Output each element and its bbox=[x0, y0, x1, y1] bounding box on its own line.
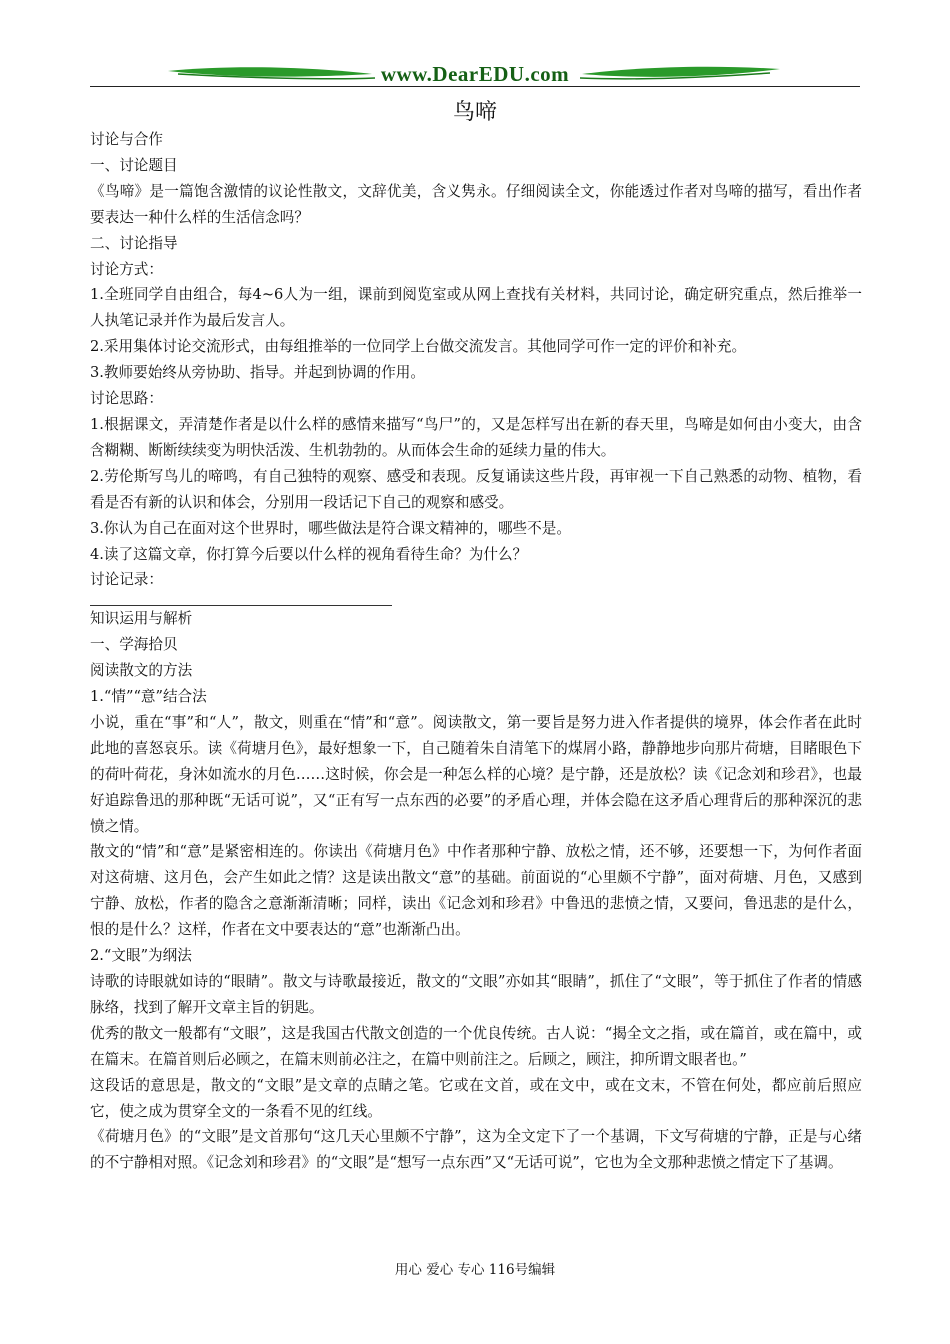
label-line: 阅读散文的方法 bbox=[90, 662, 193, 680]
document-body bbox=[90, 127, 862, 1176]
label-line: 讨论方式： bbox=[90, 260, 163, 278]
list-item: 2.采用集体讨论交流形式，由每组推举的一位同学上台做交流发言。其他同学可作一定的评价和补充。 bbox=[90, 338, 747, 356]
list-item: 1.全班同学自由组合，每4~6人为一组，课前到阅览室或从网上查找有关材料，共同讨论，确定研究重点，然后推举一人执笔记录并作为最后发言人。 bbox=[90, 286, 862, 330]
list-item: 4.读了这篇文章，你打算今后要以什么样的视角看待生命？为什么？ bbox=[90, 545, 528, 563]
paragraph: 优秀的散文一般都有“文眼”，这是我国古代散文创造的一个优良传统。古人说：“揭全文之指，或在篇首，或在篇中，或在篇末。在篇首则后必顾之，在篇末则前必注之，在篇中则前注之。后顾之，顾注，抑所谓文眼者也。” bbox=[90, 1024, 862, 1068]
list-item: 3.教师要始终从旁协助、指导。并起到协调的作用。 bbox=[90, 364, 425, 382]
paragraph: 这段话的意思是，散文的“文眼”是文章的点睛之笔。它或在文首，或在文中，或在文末，不管在何处，都应前后照应它，使之成为贯穿全文的一条看不见的红线。 bbox=[90, 1076, 862, 1120]
subsection-heading: 一、讨论题目 bbox=[90, 156, 178, 174]
section-heading: 知识运用与解析 bbox=[90, 610, 193, 628]
label-line: 讨论记录： bbox=[90, 571, 163, 589]
list-item: 3.你认为自己在面对这个世界时，哪些做法是符合课文精神的，哪些不是。 bbox=[90, 519, 571, 537]
list-item: 1.根据课文，弄清楚作者是以什么样的感情来描写“鸟尸”的，又是怎样写出在新的春天里，鸟啼是如何由小变大，由含含糊糊、断断续续变为明快活泼、生机勃勃的。从而体会生命的延续力量的伟大。 bbox=[90, 415, 862, 459]
section-heading: 讨论与合作 bbox=[90, 131, 163, 148]
site-logo-text: www.DearEDU.com bbox=[380, 62, 570, 86]
document-title: 鸟啼 bbox=[452, 100, 497, 125]
paragraph: 散文的“情”和“意”是紧密相连的。你读出《荷塘月色》中作者那种宁静、放松之情，还不够，还要想一下，为何作者面对这荷塘、这月色，会产生如此之情？这是读出散文“意”的基础。前面说的“心里颇不宁静”，面对荷塘、月色，又感到宁静、放松，作者的隐含之意渐渐清晰；同样，读出《记念刘和珍君》中鲁迅的悲愤之情，又要问，鲁迅悲的是什么，恨的是什么？这样，作者在文中要表达的“意”也渐渐凸出。 bbox=[90, 843, 862, 939]
paragraph: 《荷塘月色》的“文眼”是文首那句“这几天心里颇不宁静”，这为全文定下了一个基调，下文写荷塘的宁静，正是与心绪的不宁静相对照。《记念刘和珍君》的“文眼”是“想写一点东西”又“无话可说”，它也为全文那种悲愤之情定下了基调。 bbox=[90, 1128, 862, 1172]
label-line: 讨论思路： bbox=[90, 390, 163, 408]
paragraph: 《鸟啼》是一篇饱含激情的议论性散文，文辞优美，含义隽永。仔细阅读全文，你能透过作者对鸟啼的描写，看出作者要表达一种什么样的生活信念吗？ bbox=[90, 182, 862, 226]
list-item: 2.劳伦斯写鸟儿的啼鸣，有自己独特的观察、感受和表现。反复诵读这些片段，再审视一下自己熟悉的动物、植物，看看是否有新的认识和体会，分别用一段话记下自己的观察和感受。 bbox=[90, 467, 862, 511]
paragraph: 小说，重在“事”和“人”，散文，则重在“情”和“意”。阅读散文，第一要旨是努力进入作者提供的境界，体会作者在此时此地的喜怒哀乐。读《荷塘月色》，最好想象一下，自己随着朱自清笔下的煤屑小路，静静地步向那片荷塘，目睹眼色下的荷叶荷花，身沐如流水的月色……这时候，你会是一种怎么样的心境？是宁静，还是放松？读《记念刘和珍君》，也最好追踪鲁迅的那种既“无话可说”，又“正有写一点东西的必要”的矛盾心理，并体会隐在这矛盾心理背后的那种深沉的悲愤之情。 bbox=[90, 713, 862, 835]
subsection-heading: 一、学海拾贝 bbox=[90, 636, 178, 654]
header-divider bbox=[90, 86, 860, 87]
subsection-heading: 二、讨论指导 bbox=[90, 234, 178, 252]
record-blank-line bbox=[90, 593, 862, 606]
method-heading: 2.“文眼”为纲法 bbox=[90, 947, 192, 965]
method-heading: 1.“情”“意”结合法 bbox=[90, 688, 207, 706]
page-footer: 用心 爱心 专心 116号编辑 bbox=[394, 1262, 556, 1278]
paragraph: 诗歌的诗眼就如诗的“眼睛”。散文与诗歌最接近，散文的“文眼”亦如其“眼睛”，抓住了“文眼”，等于抓住了作者的情感脉络，找到了解开文章主旨的钥匙。 bbox=[90, 973, 862, 1016]
